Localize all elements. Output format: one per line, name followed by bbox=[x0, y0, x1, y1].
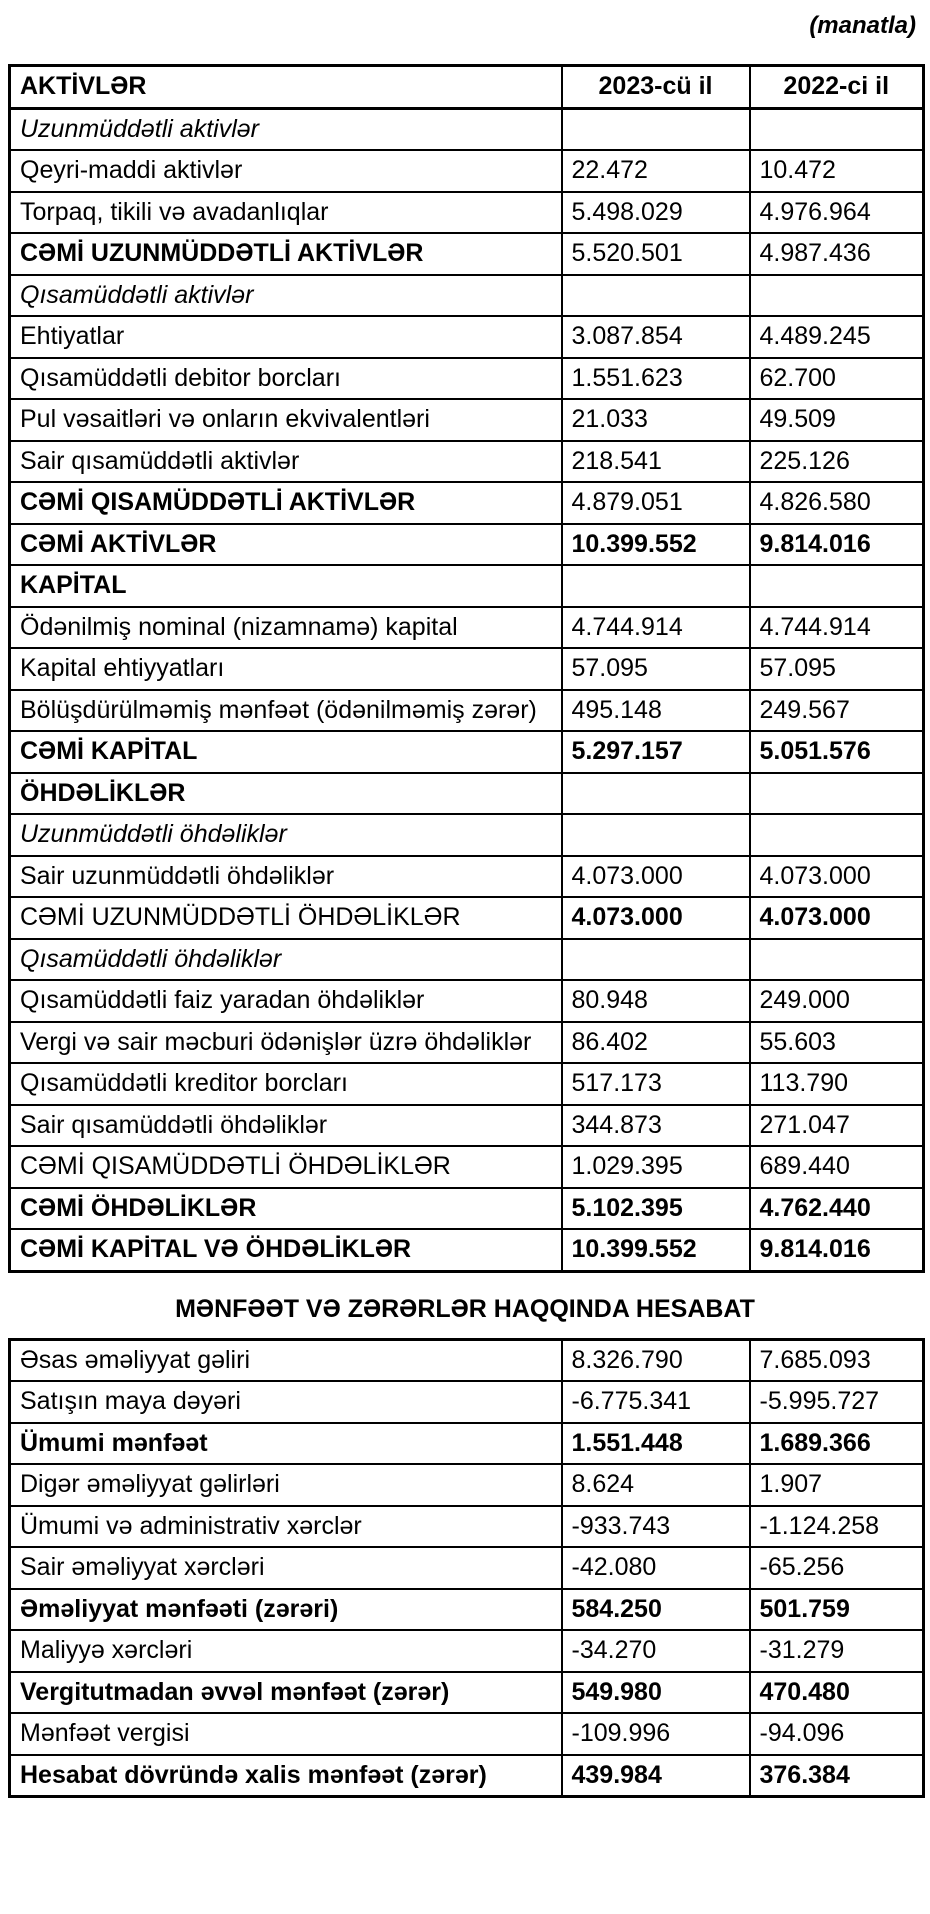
table-row bbox=[10, 1188, 924, 1230]
row-label: CƏMİ ÖHDƏLİKLƏR bbox=[10, 1188, 562, 1230]
row-label: Qeyri-maddi aktivlər bbox=[10, 150, 562, 192]
row-label: Sair uzunmüddətli öhdəliklər bbox=[10, 856, 562, 898]
row-label: Qısamüddətli öhdəliklər bbox=[10, 939, 562, 981]
table-row bbox=[10, 607, 924, 649]
row-label: CƏMİ AKTİVLƏR bbox=[10, 524, 562, 566]
value-2023: 1.029.395 bbox=[562, 1146, 750, 1188]
value-2023: 8.326.790 bbox=[562, 1339, 750, 1381]
table-row bbox=[10, 1713, 924, 1755]
row-label: CƏMİ KAPİTAL bbox=[10, 731, 562, 773]
value-2023: 517.173 bbox=[562, 1063, 750, 1105]
value-2023: -34.270 bbox=[562, 1630, 750, 1672]
row-label: CƏMİ UZUNMÜDDƏTLİ ÖHDƏLİKLƏR bbox=[10, 897, 562, 939]
value-2023: -109.996 bbox=[562, 1713, 750, 1755]
value-2022: 62.700 bbox=[750, 358, 924, 400]
table-row bbox=[10, 1381, 924, 1423]
table-row bbox=[10, 1630, 924, 1672]
row-label: CƏMİ KAPİTAL VƏ ÖHDƏLİKLƏR bbox=[10, 1229, 562, 1271]
value-2022: -94.096 bbox=[750, 1713, 924, 1755]
value-2023 bbox=[562, 565, 750, 607]
value-2022: 4.762.440 bbox=[750, 1188, 924, 1230]
value-2023: 1.551.448 bbox=[562, 1423, 750, 1465]
value-2023: 344.873 bbox=[562, 1105, 750, 1147]
value-2022: 49.509 bbox=[750, 399, 924, 441]
value-2023: 495.148 bbox=[562, 690, 750, 732]
row-label: Əməliyyat mənfəəti (zərəri) bbox=[10, 1589, 562, 1631]
value-2023: 5.297.157 bbox=[562, 731, 750, 773]
value-2023: 57.095 bbox=[562, 648, 750, 690]
table-row bbox=[10, 939, 924, 981]
table-row bbox=[10, 233, 924, 275]
value-2023: 1.551.623 bbox=[562, 358, 750, 400]
row-label: CƏMİ QISAMÜDDƏTLİ AKTİVLƏR bbox=[10, 482, 562, 524]
row-label: Əsas əməliyyat gəliri bbox=[10, 1339, 562, 1381]
table-row bbox=[10, 856, 924, 898]
value-2022: -31.279 bbox=[750, 1630, 924, 1672]
table-row bbox=[10, 1105, 924, 1147]
table-row bbox=[10, 1423, 924, 1465]
value-2023: 86.402 bbox=[562, 1022, 750, 1064]
table-row bbox=[10, 1506, 924, 1548]
value-2022: 470.480 bbox=[750, 1672, 924, 1714]
table-row bbox=[10, 980, 924, 1022]
table-row bbox=[10, 565, 924, 607]
row-label: Ehtiyatlar bbox=[10, 316, 562, 358]
value-2023: 439.984 bbox=[562, 1755, 750, 1797]
table-row bbox=[10, 1672, 924, 1714]
value-2023 bbox=[562, 108, 750, 150]
value-2023: 218.541 bbox=[562, 441, 750, 483]
value-2022: 55.603 bbox=[750, 1022, 924, 1064]
year-2023-column-header: 2023-cü il bbox=[562, 66, 750, 109]
value-2022: -5.995.727 bbox=[750, 1381, 924, 1423]
table-row bbox=[10, 1146, 924, 1188]
table-row bbox=[10, 897, 924, 939]
row-label: CƏMİ QISAMÜDDƏTLİ ÖHDƏLİKLƏR bbox=[10, 1146, 562, 1188]
row-label: Digər əməliyyat gəlirləri bbox=[10, 1464, 562, 1506]
row-label: Kapital ehtiyyatları bbox=[10, 648, 562, 690]
table-header-row bbox=[10, 66, 924, 109]
income-table-body bbox=[10, 1339, 924, 1797]
value-2022: 57.095 bbox=[750, 648, 924, 690]
row-label: KAPİTAL bbox=[10, 565, 562, 607]
balance-table-body bbox=[10, 108, 924, 1271]
value-2022: 4.744.914 bbox=[750, 607, 924, 649]
row-label: Satışın maya dəyəri bbox=[10, 1381, 562, 1423]
value-2023 bbox=[562, 275, 750, 317]
table-row bbox=[10, 1229, 924, 1271]
row-label: Ümumi və administrativ xərclər bbox=[10, 1506, 562, 1548]
balance-sheet-header bbox=[10, 66, 924, 109]
row-label: Qısamüddətli debitor borcları bbox=[10, 358, 562, 400]
table-row bbox=[10, 1755, 924, 1797]
value-2022 bbox=[750, 773, 924, 815]
table-row bbox=[10, 316, 924, 358]
row-label: Vergitutmadan əvvəl mənfəət (zərər) bbox=[10, 1672, 562, 1714]
table-row bbox=[10, 399, 924, 441]
table-row bbox=[10, 192, 924, 234]
value-2023: 549.980 bbox=[562, 1672, 750, 1714]
row-label: Uzunmüddətli öhdəliklər bbox=[10, 814, 562, 856]
table-row bbox=[10, 441, 924, 483]
table-row bbox=[10, 1063, 924, 1105]
row-label: Uzunmüddətli aktivlər bbox=[10, 108, 562, 150]
row-label: Bölüşdürülməmiş mənfəət (ödənilməmiş zərər) bbox=[10, 690, 562, 732]
value-2022: 225.126 bbox=[750, 441, 924, 483]
value-2022 bbox=[750, 275, 924, 317]
value-2022 bbox=[750, 565, 924, 607]
table-row bbox=[10, 1339, 924, 1381]
value-2023: 22.472 bbox=[562, 150, 750, 192]
row-label: Hesabat dövründə xalis mənfəət (zərər) bbox=[10, 1755, 562, 1797]
value-2023: 4.073.000 bbox=[562, 897, 750, 939]
value-2022: 249.567 bbox=[750, 690, 924, 732]
value-2022: 1.907 bbox=[750, 1464, 924, 1506]
income-statement-title: MƏNFƏƏT VƏ ZƏRƏRLƏR HAQQINDA HESABAT bbox=[175, 1294, 755, 1323]
row-label: Mənfəət vergisi bbox=[10, 1713, 562, 1755]
table-row bbox=[10, 482, 924, 524]
table-row bbox=[10, 1589, 924, 1631]
table-row bbox=[10, 358, 924, 400]
value-2022: 4.073.000 bbox=[750, 897, 924, 939]
value-2023: 5.102.395 bbox=[562, 1188, 750, 1230]
income-statement-table bbox=[8, 1338, 925, 1799]
table-row bbox=[10, 524, 924, 566]
assets-column-header: AKTİVLƏR bbox=[10, 66, 562, 109]
row-label: Qısamüddətli kreditor borcları bbox=[10, 1063, 562, 1105]
row-label: Maliyyə xərcləri bbox=[10, 1630, 562, 1672]
table-row bbox=[10, 814, 924, 856]
value-2023: -42.080 bbox=[562, 1547, 750, 1589]
value-2023: 5.520.501 bbox=[562, 233, 750, 275]
row-label: Sair qısamüddətli aktivlər bbox=[10, 441, 562, 483]
value-2023: 4.073.000 bbox=[562, 856, 750, 898]
value-2022: 689.440 bbox=[750, 1146, 924, 1188]
table-row bbox=[10, 1022, 924, 1064]
value-2023 bbox=[562, 939, 750, 981]
value-2022: 4.073.000 bbox=[750, 856, 924, 898]
year-2022-column-header: 2022-ci il bbox=[750, 66, 924, 109]
value-2022: 271.047 bbox=[750, 1105, 924, 1147]
table-row bbox=[10, 1547, 924, 1589]
table-row bbox=[10, 773, 924, 815]
row-label: Ümumi mənfəət bbox=[10, 1423, 562, 1465]
row-label: Qısamüddətli faiz yaradan öhdəliklər bbox=[10, 980, 562, 1022]
value-2023: 4.744.914 bbox=[562, 607, 750, 649]
value-2022: 5.051.576 bbox=[750, 731, 924, 773]
value-2023: -6.775.341 bbox=[562, 1381, 750, 1423]
value-2022: -1.124.258 bbox=[750, 1506, 924, 1548]
value-2022: 9.814.016 bbox=[750, 524, 924, 566]
row-label: Sair əməliyyat xərcləri bbox=[10, 1547, 562, 1589]
value-2022: -65.256 bbox=[750, 1547, 924, 1589]
value-2022 bbox=[750, 108, 924, 150]
row-label: Qısamüddətli aktivlər bbox=[10, 275, 562, 317]
value-2022: 7.685.093 bbox=[750, 1339, 924, 1381]
balance-sheet-table bbox=[8, 64, 925, 1273]
value-2023 bbox=[562, 773, 750, 815]
value-2023: 3.087.854 bbox=[562, 316, 750, 358]
value-2022: 4.976.964 bbox=[750, 192, 924, 234]
row-label: Torpaq, tikili və avadanlıqlar bbox=[10, 192, 562, 234]
value-2022 bbox=[750, 939, 924, 981]
value-2022: 4.489.245 bbox=[750, 316, 924, 358]
table-row bbox=[10, 1464, 924, 1506]
row-label: ÖHDƏLİKLƏR bbox=[10, 773, 562, 815]
value-2022: 9.814.016 bbox=[750, 1229, 924, 1271]
table-row bbox=[10, 150, 924, 192]
value-2022: 376.384 bbox=[750, 1755, 924, 1797]
value-2022 bbox=[750, 814, 924, 856]
table-row bbox=[10, 731, 924, 773]
value-2022: 501.759 bbox=[750, 1589, 924, 1631]
value-2023: 21.033 bbox=[562, 399, 750, 441]
value-2022: 4.826.580 bbox=[750, 482, 924, 524]
value-2023: 584.250 bbox=[562, 1589, 750, 1631]
value-2023: 4.879.051 bbox=[562, 482, 750, 524]
value-2023: 80.948 bbox=[562, 980, 750, 1022]
table-row bbox=[10, 648, 924, 690]
row-label: Pul vəsaitləri və onların ekvivalentləri bbox=[10, 399, 562, 441]
table-row bbox=[10, 690, 924, 732]
value-2023: 5.498.029 bbox=[562, 192, 750, 234]
value-2022: 249.000 bbox=[750, 980, 924, 1022]
row-label: Ödənilmiş nominal (nizamnamə) kapital bbox=[10, 607, 562, 649]
table-row bbox=[10, 108, 924, 150]
row-label: CƏMİ UZUNMÜDDƏTLİ AKTİVLƏR bbox=[10, 233, 562, 275]
value-2022: 10.472 bbox=[750, 150, 924, 192]
table-row bbox=[10, 275, 924, 317]
value-2023: 8.624 bbox=[562, 1464, 750, 1506]
currency-unit-label: (manatla) bbox=[809, 12, 916, 39]
value-2022: 4.987.436 bbox=[750, 233, 924, 275]
row-label: Sair qısamüddətli öhdəliklər bbox=[10, 1105, 562, 1147]
value-2022: 1.689.366 bbox=[750, 1423, 924, 1465]
row-label: Vergi və sair məcburi ödənişlər üzrə öhdəliklər bbox=[10, 1022, 562, 1064]
value-2023: -933.743 bbox=[562, 1506, 750, 1548]
value-2023 bbox=[562, 814, 750, 856]
value-2023: 10.399.552 bbox=[562, 1229, 750, 1271]
value-2023: 10.399.552 bbox=[562, 524, 750, 566]
value-2022: 113.790 bbox=[750, 1063, 924, 1105]
